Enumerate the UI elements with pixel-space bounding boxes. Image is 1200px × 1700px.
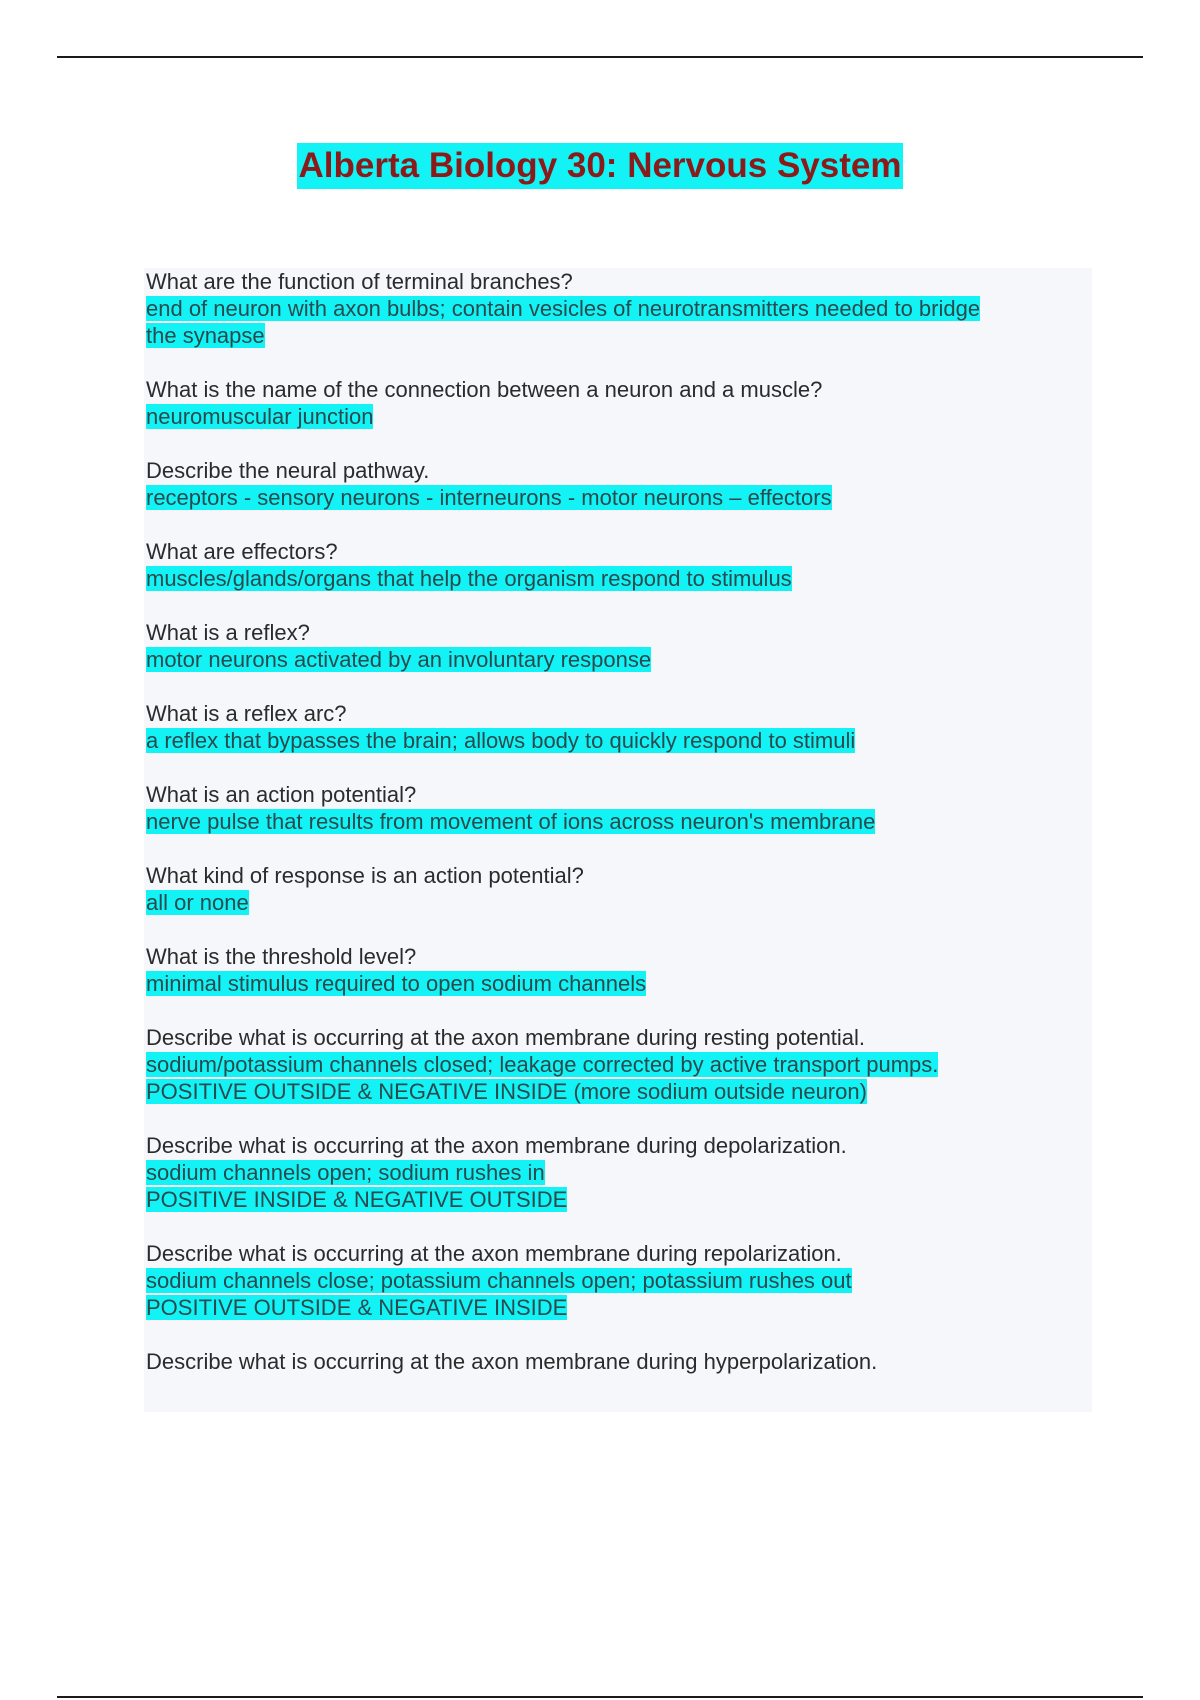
qa-list [144,268,1092,1412]
answer-block [146,484,1092,511]
answer-block [146,727,1092,754]
title-container [0,143,1200,189]
answer-block [146,565,1092,592]
answer-block [146,403,1092,430]
answer-highlight: neuromuscular junction [146,404,374,429]
qa-item [146,943,1092,997]
qa-item [146,1024,1092,1105]
question-text: What is an action potential? [146,782,417,807]
qa-item [146,268,1092,349]
answer-highlight: minimal stimulus required to open sodium channels [146,971,647,996]
answer-block [146,889,1092,916]
answer-highlight: the synapse [146,323,265,348]
answer-highlight: all or none [146,890,249,915]
qa-item [146,619,1092,673]
answer-highlight: sodium/potassium channels closed; leakage corrected by active transport pumps. [146,1052,939,1077]
answer-highlight: muscles/glands/organs that help the organism respond to stimulus [146,566,792,591]
answer-highlight: sodium channels open; sodium rushes in [146,1160,545,1185]
bottom-divider [57,1696,1143,1698]
question-text: Describe the neural pathway. [146,458,430,483]
answer-highlight: nerve pulse that results from movement of ions across neuron's membrane [146,809,876,834]
answer-highlight: receptors - sensory neurons - interneurons - motor neurons – effectors [146,485,832,510]
question-text: What is a reflex arc? [146,701,347,726]
qa-item [146,1348,1092,1375]
question-text: Describe what is occurring at the axon membrane during hyperpolarization. [146,1349,878,1374]
qa-item [146,700,1092,754]
answer-block [146,970,1092,997]
question-text: What is the name of the connection between a neuron and a muscle? [146,377,823,402]
qa-item [146,457,1092,511]
question-text: Describe what is occurring at the axon membrane during depolarization. [146,1133,847,1158]
question-text: Describe what is occurring at the axon membrane during resting potential. [146,1025,866,1050]
qa-item [146,1240,1092,1321]
question-text: What is a reflex? [146,620,310,645]
qa-item [146,538,1092,592]
answer-block [146,808,1092,835]
qa-item [146,781,1092,835]
answer-highlight: a reflex that bypasses the brain; allows body to quickly respond to stimuli [146,728,856,753]
top-divider [57,56,1143,58]
answer-block [146,1267,1092,1321]
answer-block [146,646,1092,673]
question-text: What are the function of terminal branches? [146,269,573,294]
answer-highlight: end of neuron with axon bulbs; contain vesicles of neurotransmitters needed to bridge [146,296,981,321]
answer-block [146,295,1092,349]
qa-item [146,376,1092,430]
question-text: What are effectors? [146,539,338,564]
answer-highlight: POSITIVE OUTSIDE & NEGATIVE INSIDE [146,1295,568,1320]
qa-item [146,862,1092,916]
answer-highlight: POSITIVE OUTSIDE & NEGATIVE INSIDE (more sodium outside neuron) [146,1079,867,1104]
question-text: Describe what is occurring at the axon membrane during repolarization. [146,1241,842,1266]
question-text: What kind of response is an action potential? [146,863,584,888]
answer-highlight: sodium channels close; potassium channels open; potassium rushes out [146,1268,852,1293]
answer-highlight: motor neurons activated by an involuntary response [146,647,652,672]
answer-block [146,1051,1092,1105]
page-title: Alberta Biology 30: Nervous System [297,143,904,189]
qa-item [146,1132,1092,1213]
answer-block [146,1159,1092,1213]
answer-highlight: POSITIVE INSIDE & NEGATIVE OUTSIDE [146,1187,568,1212]
question-text: What is the threshold level? [146,944,417,969]
